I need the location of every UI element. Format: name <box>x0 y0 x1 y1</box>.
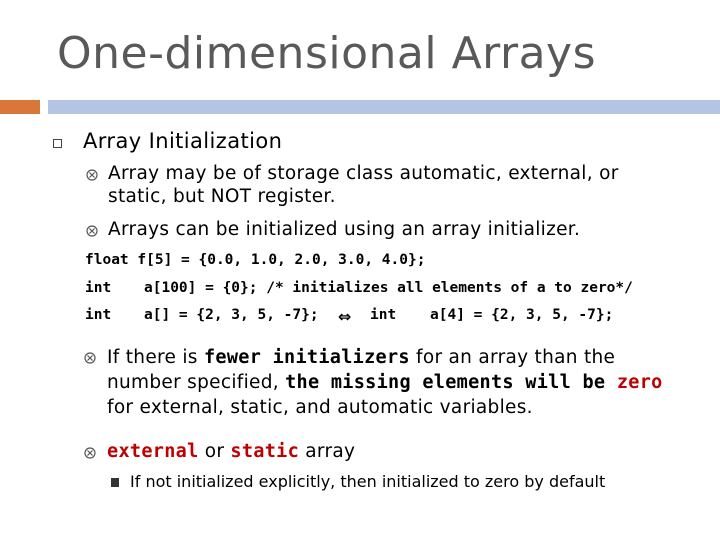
slide-title: One-dimensional Arrays <box>57 28 596 79</box>
x-circle-bullet-icon <box>86 225 98 237</box>
point-2-line-1: Arrays can be initialized using an array initializer. <box>108 219 581 240</box>
code-line-3-body-2: a[4] = {2, 3, 5, -7}; <box>430 307 614 323</box>
square-bullet-icon <box>53 139 62 148</box>
fewer-text-4: number specified, <box>107 372 286 393</box>
code-line-3-body: a[] = {2, 3, 5, -7}; <box>144 307 319 323</box>
fewer-initializers-line-1 <box>107 347 615 368</box>
filled-square-bullet-icon <box>111 478 119 487</box>
code-line-2-type: int <box>85 280 112 296</box>
fewer-initializers-line-2 <box>107 372 663 393</box>
external-static-line <box>107 441 355 462</box>
code-line-2-body: a[100] = {0}; /* initializes all elements of a to zero*/ <box>144 280 633 296</box>
x-circle-bullet-icon <box>84 447 96 459</box>
fewer-text-zero: zero <box>616 372 663 393</box>
equivalence-symbol: ⇔ <box>338 307 352 326</box>
code-line-3-type: int <box>85 307 112 323</box>
fewer-text-emphasis-2: the missing elements will be <box>285 372 617 393</box>
title-accent-bar <box>0 100 40 114</box>
point-1-line-2: static, but NOT register. <box>108 186 336 207</box>
code-line-1: float f[5] = {0.0, 1.0, 2.0, 3.0, 4.0}; <box>85 252 426 268</box>
fewer-text-emphasis: fewer initializers <box>203 347 410 368</box>
or-text: or <box>198 441 231 462</box>
default-zero-note: If not initialized explicitly, then initialized to zero by default <box>130 472 606 491</box>
fewer-text-1: If there is <box>107 347 204 368</box>
x-circle-bullet-icon <box>84 352 96 364</box>
section-heading: Array Initialization <box>83 129 283 153</box>
point-1-line-1: Array may be of storage class automatic, external, or <box>108 163 619 184</box>
code-line-3-type-2: int <box>370 307 397 323</box>
fewer-initializers-line-3: for external, static, and automatic variables. <box>107 397 533 418</box>
x-circle-bullet-icon <box>86 169 98 181</box>
fewer-text-3: for an array than the <box>409 347 616 368</box>
static-keyword: static <box>230 441 300 462</box>
title-rule-bar <box>48 100 720 114</box>
array-text: array <box>299 441 356 462</box>
external-keyword: external <box>107 441 199 462</box>
